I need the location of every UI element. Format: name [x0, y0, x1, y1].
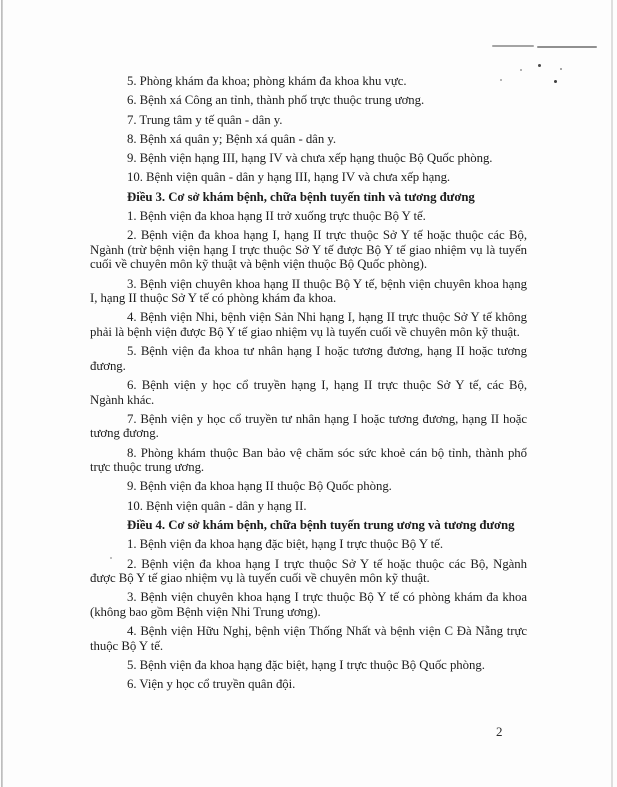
list-item-paragraph: 6. Bệnh viện y học cổ truyền hạng I, hạng II trực thuộc Sở Y tế, các Bộ, Ngành khác. — [90, 378, 527, 407]
list-item-paragraph: 7. Trung tâm y tế quân - dân y. — [127, 112, 283, 127]
list-item-paragraph: 3. Bệnh viện chuyên khoa hạng I trực thuộc Bộ Y tế có phòng khám đa khoa (không bao gồm Bệnh viện Nhi Trung ương). — [90, 590, 527, 619]
article-heading-dieu-3: Điều 3. Cơ sở khám bệnh, chữa bệnh tuyến tỉnh và tương đương — [127, 189, 475, 204]
article-heading-dieu-4: Điều 4. Cơ sở khám bệnh, chữa bệnh tuyến trung ương và tương đương — [127, 518, 515, 533]
scan-edge-right — [611, 0, 613, 787]
scan-edge-left — [1, 0, 3, 787]
list-item-paragraph: 9. Bệnh viện đa khoa hạng II thuộc Bộ Quốc phòng. — [127, 479, 392, 494]
scan-smudge-line — [537, 46, 597, 48]
list-item-paragraph: 6. Bệnh xá Công an tỉnh, thành phố trực thuộc trung ương. — [127, 93, 425, 108]
list-item-paragraph: 7. Bệnh viện y học cổ truyền tư nhân hạng I hoặc tương đương, hạng II hoặc tương đương. — [90, 411, 527, 441]
scan-speck — [538, 64, 541, 67]
list-item-paragraph: 6. Viện y học cổ truyền quân đội. — [127, 677, 296, 692]
scan-speck — [520, 69, 522, 71]
list-item-paragraph: 5. Bệnh viện đa khoa tư nhân hạng I hoặc tương đương, hạng II hoặc tương đương. — [90, 344, 527, 373]
list-item-paragraph: 4. Bệnh viện Hữu Nghị, bệnh viện Thống Nhất và bệnh viện C Đà Nẵng trực thuộc Bộ Y tế. — [90, 624, 527, 653]
document-body — [90, 74, 527, 697]
scan-smudge-line — [492, 45, 534, 47]
list-item-paragraph: 10. Bệnh viện quân - dân y hạng II. — [127, 498, 307, 513]
list-item-paragraph: 1. Bệnh viện đa khoa hạng II trở xuống trực thuộc Bộ Y tế. — [127, 209, 426, 224]
list-item-paragraph: 8. Phòng khám thuộc Ban bảo vệ chăm sóc sức khoẻ cán bộ tỉnh, thành phố trực thuộc trung ương. — [90, 445, 527, 475]
list-item-paragraph: 2. Bệnh viện đa khoa hạng I, hạng II trực thuộc Sở Y tế hoặc thuộc các Bộ, Ngành (trừ bệnh viện hạng I trực thuộc Sở Y tế được Bộ Y tế giao nhiệm vụ là tuyến cuối về chuyên môn kỹ thuật và bệnh viện thuộc Bộ Quốc phòng). — [90, 228, 527, 272]
list-item-paragraph: 2. Bệnh viện đa khoa hạng I trực thuộc Sở Y tế hoặc thuộc các Bộ, Ngành được Bộ Y tế giao nhiệm vụ là tuyến cuối về chuyên môn kỹ thuật. — [90, 556, 527, 586]
list-item-paragraph: 10. Bệnh viện quân - dân y hạng III, hạng IV và chưa xếp hạng. — [127, 170, 451, 185]
list-item-paragraph: 5. Phòng khám đa khoa; phòng khám đa khoa khu vực. — [127, 74, 407, 88]
list-item-paragraph: 4. Bệnh viện Nhi, bệnh viện Sản Nhi hạng I, hạng II trực thuộc Sở Y tế không phải là bệnh viện được Bộ Y tế giao nhiệm vụ là tuyến cuối về chuyên môn kỹ thuật. — [90, 310, 527, 339]
list-item-paragraph: 5. Bệnh viện đa khoa hạng đặc biệt, hạng I trực thuộc Bộ Quốc phòng. — [127, 658, 485, 673]
scan-speck — [554, 80, 557, 83]
list-item-paragraph: 9. Bệnh viện hạng III, hạng IV và chưa xếp hạng thuộc Bộ Quốc phòng. — [127, 151, 493, 166]
page-number: 2 — [496, 724, 503, 739]
scan-speck — [560, 68, 562, 70]
list-item-paragraph: 8. Bệnh xá quân y; Bệnh xá quân - dân y. — [127, 131, 336, 146]
list-item-paragraph: 1. Bệnh viện đa khoa hạng đặc biệt, hạng I trực thuộc Bộ Y tế. — [127, 537, 443, 552]
list-item-paragraph: 3. Bệnh viện chuyên khoa hạng II thuộc Bộ Y tế, bệnh viện chuyên khoa hạng I, hạng II thuộc Sở Y tế có phòng khám đa khoa. — [90, 276, 527, 306]
